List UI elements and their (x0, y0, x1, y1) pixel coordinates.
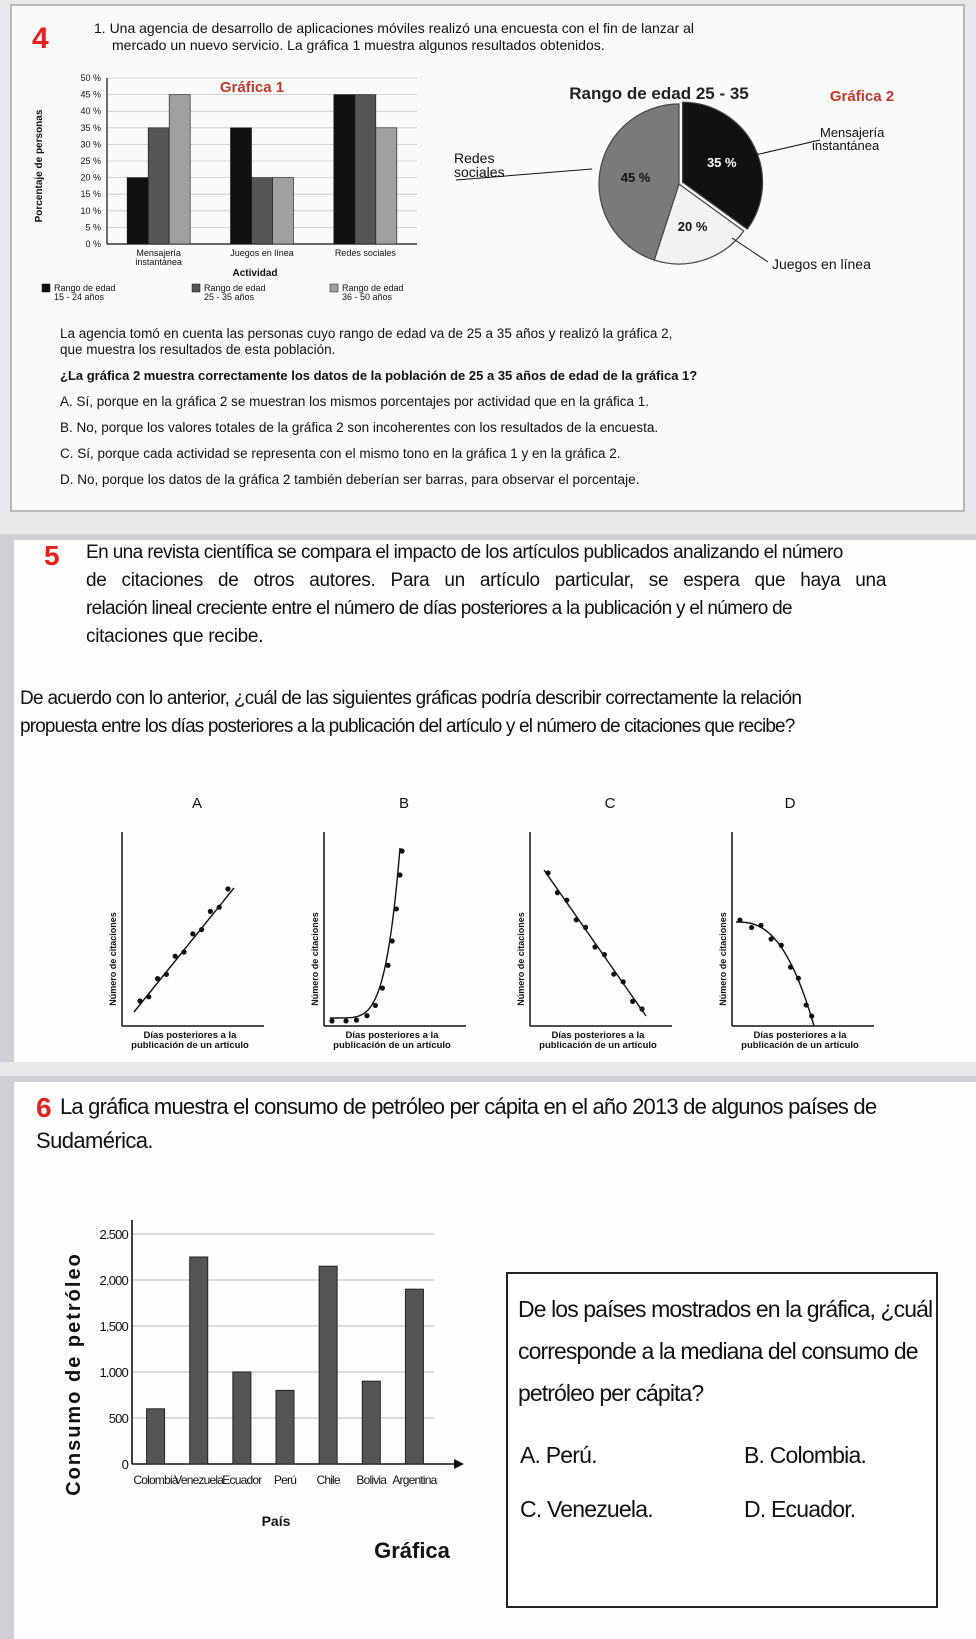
q4-stem-line1: 1. Una agencia de desarrollo de aplicaciones móviles realizó una encuesta con el fin de lanzar al (94, 20, 695, 36)
q5-graph-data-point (385, 963, 390, 968)
q5-graph-data-point (779, 943, 784, 948)
grafica-1-y-tick: 35 % (80, 122, 101, 133)
q6-box-line3: petróleo per cápita? (518, 1380, 704, 1406)
grafica-1-bar (148, 128, 169, 244)
grafica-1-bar-chart (12, 58, 432, 308)
q5-graph-options (14, 780, 976, 1068)
grafica-2-slice-label: 45 % (620, 170, 651, 186)
grafica-1-legend (42, 283, 404, 302)
question-4-card (10, 4, 965, 512)
q5-graph-data-point (545, 870, 550, 875)
grafica-1-bar (334, 95, 355, 244)
q5-graph-data-point (164, 972, 169, 977)
grafica-1-legend-label: 25 - 35 años (204, 292, 255, 302)
q5-stem-line3: relación lineal creciente entre el número de días posteriores a la publicación y el número de (86, 598, 792, 619)
q5-graph-data-point (173, 954, 178, 959)
q5-graph-data-point (804, 1002, 809, 1007)
q4-option-b[interactable]: B. No, porque los valores totales de la gráfica 2 son incoherentes con los resultados de la encuesta. (60, 420, 659, 435)
q5-graph-data-point (592, 944, 597, 949)
q4-option-c[interactable]: C. Sí, porque cada actividad se representa con el mismo tono en la gráfica 1 y en la gráfica 2. (60, 446, 621, 461)
petroleo-bar (190, 1257, 208, 1464)
q5-graph-data-point (630, 999, 635, 1004)
q5-graph-data-point (343, 1018, 348, 1023)
q5-graph-data-point (199, 927, 204, 932)
petroleo-bar (276, 1390, 294, 1464)
grafica-1-category-label: Mensajería (136, 248, 181, 258)
grafica-1-legend-swatch (192, 284, 200, 292)
q5-graph-option-b (310, 795, 466, 1051)
grafica-1-y-tick: 40 % (80, 106, 101, 117)
q5-stem-line4: citaciones que recibe. (86, 626, 264, 647)
q5-stem-line2: de citaciones de otros autores. Para un artículo particular, se espera que haya una (86, 570, 887, 591)
grafica-1-legend-swatch (42, 284, 50, 292)
q4-context-line1: La agencia tomó en cuenta las personas cuyo rango de edad va de 25 a 35 años y realizó la gráfica 2, (60, 326, 673, 341)
q5-graph-data-point (155, 976, 160, 981)
q5-graph-letter: C (604, 795, 616, 812)
q5-graph-option-c (516, 795, 672, 1051)
q5-graph-x-label: Días posteriores a la (143, 1030, 237, 1041)
grafica-2-label: Gráfica 2 (829, 88, 895, 105)
q4-context-line2: que muestra los resultados de esta población. (60, 342, 336, 357)
q5-graph-data-point (758, 923, 763, 928)
grafica-1-legend-label: 15 - 24 años (54, 292, 105, 302)
petroleo-y-tick: 500 (108, 1411, 128, 1426)
q6-box-line2: corresponde a la mediana del consumo de (518, 1338, 918, 1364)
petroleo-category-label: Perú (273, 1473, 297, 1487)
grafica-1-y-tick: 15 % (80, 189, 101, 200)
q5-question-line2: propuesta entre los días posteriores a la publicación del artículo y el número de citaciones que recibe? (20, 716, 795, 737)
grafica-1-y-tick: 10 % (80, 205, 101, 216)
q5-graph-data-point (639, 1006, 644, 1011)
petroleo-y-tick: 1.500 (99, 1319, 128, 1334)
petroleo-x-axis-arrow (454, 1459, 464, 1469)
callout-redes-2: sociales (454, 164, 505, 180)
q5-graph-x-label: publicación de un artículo (131, 1040, 249, 1051)
petroleo-category-label: Ecuador (222, 1473, 262, 1487)
petroleo-category-label: Colombia (133, 1473, 178, 1487)
grafica-1-bar (355, 95, 376, 244)
grafica-1-legend-swatch (330, 284, 338, 292)
petroleo-ylabel: Consumo de petróleo (63, 1252, 85, 1496)
q5-graph-data-point (329, 1018, 334, 1023)
grafica-1-bar (231, 128, 252, 244)
q5-graph-letter: B (398, 795, 410, 812)
grafica-1-legend-label: Rango de edad (204, 283, 266, 293)
callout-mensajeria-2: instantánea (812, 138, 880, 153)
callout-redes-1: Redes (454, 150, 495, 166)
q5-graph-data-point (621, 979, 626, 984)
q4-option-a[interactable]: A. Sí, porque en la gráfica 2 se muestran los mismos porcentajes por actividad que en la gráfica 1. (60, 394, 650, 409)
grafica-1-bar (273, 178, 294, 244)
grafica-1-bar (376, 128, 397, 244)
q4-option-d[interactable]: D. No, porque los datos de la gráfica 2 también deberían ser barras, para observar el porcentaje. (60, 472, 640, 487)
q5-graph-x-label: Días posteriores a la (345, 1030, 439, 1041)
grafica-1-title: Gráfica 1 (219, 79, 285, 96)
q5-stem-line1: En una revista científica se compara el impacto de los artículos publicados analizando el número (86, 542, 843, 563)
q5-graph-y-label: Número de citaciones (718, 912, 728, 1006)
petroleo-bar (362, 1381, 380, 1464)
grafica-1-y-tick: 0 % (85, 239, 101, 249)
question-number-5: 5 (44, 540, 60, 571)
grafica-1-category-label: Juegos en línea (230, 248, 294, 258)
grafica-1-legend-label: Rango de edad (342, 283, 404, 293)
grafica-1-y-tick: 50 % (80, 73, 101, 83)
q5-graph-data-point (217, 905, 222, 910)
q5-graph-letter: D (784, 795, 796, 812)
q5-graph-data-point (583, 925, 588, 930)
q5-graph-x-label: publicación de un artículo (539, 1040, 657, 1051)
petroleo-bar (233, 1372, 251, 1464)
q6-stem-line1: La gráfica muestra el consumo de petróleo per cápita en el año 2013 de algunos países de (60, 1094, 877, 1119)
q5-graph-data-point (397, 872, 402, 877)
q5-graph-data-point (602, 952, 607, 957)
q6-option-b[interactable]: B. Colombia. (744, 1442, 867, 1468)
grafica-1-bar (252, 178, 273, 244)
petroleo-bar (147, 1409, 165, 1464)
question-4-panel (0, 0, 976, 520)
grafica-petroleo-bar-chart (14, 1198, 494, 1638)
question-5-panel (0, 534, 976, 1062)
q5-graph-data-point (796, 976, 801, 981)
petroleo-y-ticks (99, 1227, 128, 1472)
q6-option-c[interactable]: C. Venezuela. (520, 1496, 653, 1522)
callout-mensajeria-1: Mensajería (820, 125, 885, 140)
q5-graph-data-point (394, 906, 399, 911)
q5-graph-x-label: publicación de un artículo (333, 1040, 451, 1051)
petroleo-y-tick: 0 (121, 1457, 128, 1472)
q5-graph-data-point (555, 890, 560, 895)
q5-graph-data-point (737, 917, 742, 922)
grafica-1-y-tick: 5 % (85, 222, 101, 233)
petroleo-title: Gráfica (374, 1538, 450, 1563)
grafica-2-slices (599, 102, 763, 264)
q5-graph-data-point (137, 998, 142, 1003)
petroleo-y-tick: 2.000 (99, 1273, 128, 1288)
petroleo-category-label: Chile (316, 1473, 340, 1487)
q5-graph-x-label: Días posteriores a la (753, 1030, 847, 1041)
grafica-1-y-tick: 20 % (80, 172, 101, 183)
grafica-2-pie-chart (442, 66, 942, 286)
grafica-1-ylabel: Porcentaje de personas (34, 109, 45, 223)
petroleo-bar (319, 1266, 337, 1464)
petroleo-y-tick: 2.500 (99, 1227, 128, 1242)
q5-graph-data-point (364, 1013, 369, 1018)
question-number-6: 6 (36, 1092, 52, 1123)
q5-graph-data-point (399, 848, 404, 853)
petroleo-bar (405, 1289, 423, 1464)
q5-graph-trend-line (330, 848, 400, 1018)
q5-graph-option-a (108, 795, 264, 1051)
q6-option-d[interactable]: D. Ecuador. (744, 1496, 856, 1522)
q5-graph-data-point (390, 938, 395, 943)
q5-graph-x-label: publicación de un artículo (741, 1040, 859, 1051)
q5-graph-data-point (373, 1003, 378, 1008)
petroleo-category-label: Argentina (392, 1473, 437, 1487)
petroleo-bars (147, 1257, 424, 1464)
grafica-1-y-tick: 45 % (80, 89, 101, 100)
q5-graph-data-point (190, 931, 195, 936)
q5-question-line1: De acuerdo con lo anterior, ¿cuál de las siguientes gráficas podría describir correctamente la relación (20, 688, 802, 709)
callout-juegos: Juegos en línea (772, 256, 871, 272)
q5-graph-y-label: Número de citaciones (516, 912, 526, 1006)
grafica-1-xlabel: Actividad (232, 268, 278, 279)
q5-graph-data-point (809, 1013, 814, 1018)
petroleo-category-label: Venezuela (174, 1473, 224, 1487)
q5-graph-x-label: Días posteriores a la (551, 1030, 645, 1041)
q5-graph-data-point (208, 909, 213, 914)
callout-juegos-line (732, 238, 768, 262)
q5-graph-y-label: Número de citaciones (108, 912, 118, 1006)
q5-graph-data-point (788, 965, 793, 970)
grafica-1-bar (127, 178, 148, 244)
q5-graph-letter: A (191, 795, 203, 812)
grafica-1-y-tick: 30 % (80, 139, 101, 150)
petroleo-y-tick: 1.000 (99, 1365, 128, 1380)
grafica-2-title: Rango de edad 25 - 35 (569, 84, 749, 103)
q4-stem-line2: mercado un nuevo servicio. La gráfica 1 muestra algunos resultados obtenidos. (112, 37, 605, 53)
q5-graph-trend-line (736, 922, 814, 1026)
q5-graph-data-point (564, 898, 569, 903)
q5-graph-data-point (611, 972, 616, 977)
grafica-1-legend-label: 36 - 50 años (342, 292, 393, 302)
q5-graph-data-point (354, 1018, 359, 1023)
grafica-1-category-label: instantánea (135, 257, 182, 267)
petroleo-categories (133, 1473, 437, 1487)
grafica-2-slice-label: 20 % (677, 218, 708, 234)
q5-graph-data-point (181, 949, 186, 954)
q5-graph-y-label: Número de citaciones (310, 912, 320, 1006)
q6-box-line1: De los países mostrados en la gráfica, ¿cuál (518, 1296, 933, 1322)
q5-graph-data-point (146, 994, 151, 999)
grafica-2-slice-label: 35 % (706, 155, 737, 171)
q6-question-box (506, 1272, 938, 1608)
q5-graph-option-d (718, 795, 874, 1051)
grafica-1-categories (135, 248, 396, 267)
q4-question: ¿La gráfica 2 muestra correctamente los datos de la población de 25 a 35 años de edad de la gráfica 1? (60, 368, 698, 383)
grafica-1-bars (127, 95, 397, 244)
q5-graph-data-point (574, 917, 579, 922)
q5-graph-data-point (380, 986, 385, 991)
question-number-4: 4 (32, 22, 49, 55)
q5-graph-data-point (749, 925, 754, 930)
q6-option-a[interactable]: A. Perú. (520, 1442, 597, 1468)
q6-stem-line2: Sudamérica. (36, 1128, 153, 1153)
grafica-1-category-label: Redes sociales (334, 248, 396, 258)
q5-graph-data-point (225, 886, 230, 891)
petroleo-category-label: Bolivia (356, 1473, 387, 1487)
grafica-1-bar (169, 95, 190, 244)
q5-graph-data-point (769, 936, 774, 941)
grafica-1-legend-label: Rango de edad (54, 283, 116, 293)
grafica-1-y-tick: 25 % (80, 156, 101, 166)
grafica-1-y-ticks (80, 73, 101, 249)
petroleo-xlabel: País (261, 1513, 291, 1529)
